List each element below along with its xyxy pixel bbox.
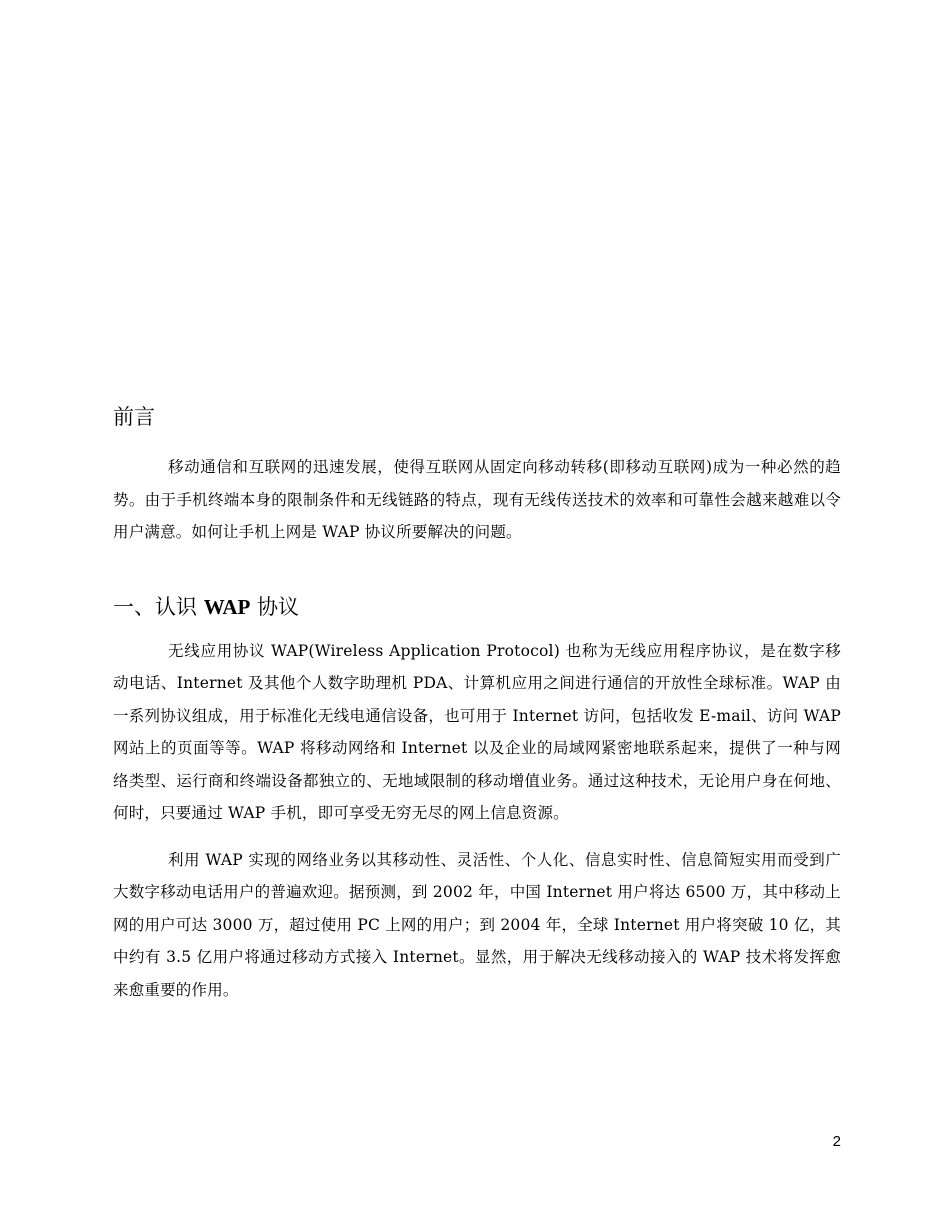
section-1-paragraph-2: 利用 WAP 实现的网络业务以其移动性、灵活性、个人化、信息实时性、信息简短实用而受到广大数字移动电话用户的普遍欢迎。据预测，到 2002 年，中国 Internet 用户将达 6500 万，其中移动上网的用户可达 3000 万，超过使用 PC 上网的用户；到 2004 年，全球 Internet 用户将突破 10 亿，其中约有 3.5 亿用户将通过移动方式接入 Internet。显然，用于解决无线移动接入的 WAP 技术将发挥愈来愈重要的作用。 (113, 850, 841, 999)
page-number: 2 (832, 1133, 841, 1150)
section-1-heading-suffix: 协议 (250, 594, 300, 619)
section-1-paragraph-1: 无线应用协议 WAP(Wireless Application Protocol) 也称为无线应用程序协议，是在数字移动电话、Internet 及其他个人数字助理机 PDA、计算机应用之间进行通信的开放性全球标准。WAP 由一系列协议组成，用于标准化无线电通信设备，也可用于 Internet 访问，包括收发 E-mail、访问 WAP 网站上的页面等等。WAP 将移动网络和 Internet 以及企业的局域网紧密地联系起来，提供了一种与网络类型、运行商和终端设备都独立的、无地域限制的移动增值业务。通过这种技术，无论用户身在何地、何时，只要通过 WAP 手机，即可享受无穷无尽的网上信息资源。 (113, 641, 841, 822)
section-1-heading-bold: WAP (203, 594, 251, 619)
page-content (113, 402, 841, 1006)
section-1-heading (113, 592, 841, 622)
section-1-heading-prefix: 一、认识 (113, 594, 204, 619)
preface-heading: 前言 (113, 405, 155, 429)
preface-paragraph: 移动通信和互联网的迅速发展，使得互联网从固定向移动转移(即移动互联网)成为一种必然的趋势。由于手机终端本身的限制条件和无线链路的特点，现有无线传送技术的效率和可靠性会越来越难以令用户满意。如何让手机上网是 WAP 协议所要解决的问题。 (113, 458, 841, 541)
